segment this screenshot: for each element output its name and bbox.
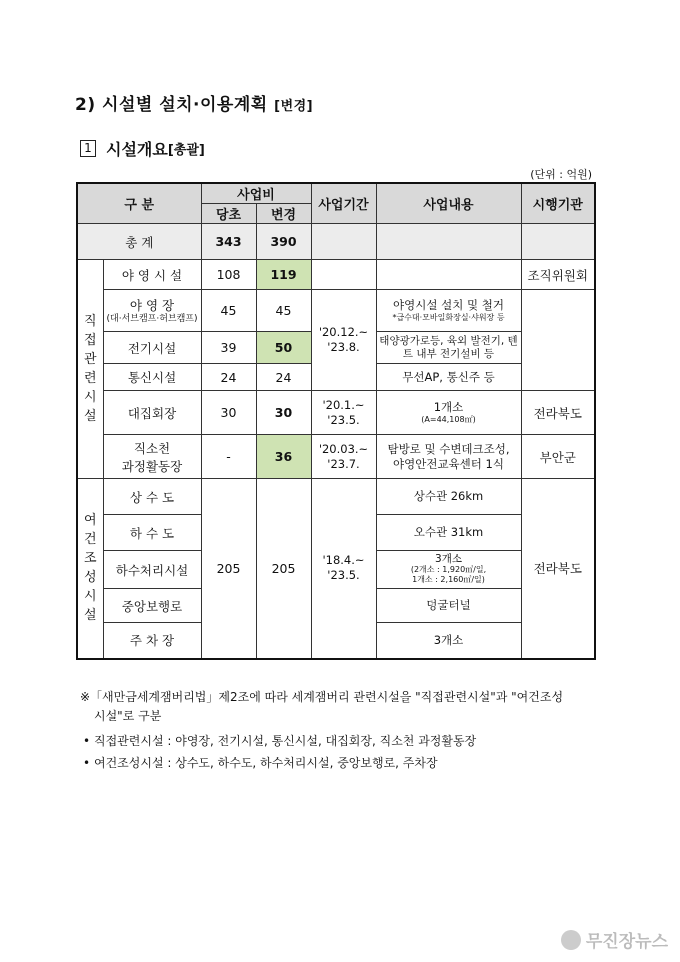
- row-content: 3개소 (2개소 : 1,920㎥/일, 1개소 : 2,160㎥/일): [376, 551, 521, 589]
- watermark-text: 무진장뉴스: [585, 932, 668, 952]
- row-content: 무선AP, 통신주 등: [376, 364, 521, 391]
- row-content: [376, 260, 521, 290]
- row-name: 야 영 시 설: [103, 260, 201, 290]
- group2-original: 205: [201, 479, 256, 659]
- row-original: 45: [201, 290, 256, 332]
- list-item: • 직접관련시설 : 야영장, 전기시설, 통신시설, 대집회장, 직소천 과정활동장: [80, 732, 620, 751]
- header-content: 사업내용: [376, 183, 521, 224]
- row-name: 대집회장: [103, 391, 201, 435]
- row-name: 전기시설: [103, 332, 201, 364]
- header-agency: 시행기관: [521, 183, 595, 224]
- watermark: [561, 927, 668, 952]
- row-changed: 30: [256, 391, 311, 435]
- row-period: '20.03.~ '23.7.: [311, 435, 376, 479]
- row-agency: 조직위원회: [521, 260, 595, 290]
- table-row: [77, 391, 595, 435]
- row-name: 하 수 도: [103, 515, 201, 551]
- notes-section: [80, 688, 620, 776]
- row-content: 오수관 31km: [376, 515, 521, 551]
- list-item: • 여건조성시설 : 상수도, 하수도, 하수처리시설, 중앙보행로, 주차장: [80, 754, 620, 773]
- section-heading-text: 2) 시설별 설치·이용계획: [75, 95, 268, 115]
- row-changed: 36: [256, 435, 311, 479]
- subsection-heading-bracket: [총괄]: [167, 143, 205, 158]
- row-content: 덩굴터널: [376, 589, 521, 623]
- row-period: [311, 260, 376, 290]
- group-label-direct: 직 접 관 련 시 설: [77, 260, 103, 479]
- row-content: 탐방로 및 수변데크조성, 야영안전교육센터 1식: [376, 435, 521, 479]
- total-original: 343: [201, 224, 256, 260]
- section-heading-bracket: [변경]: [274, 99, 314, 114]
- row-content: 3개소: [376, 623, 521, 659]
- row-changed: 50: [256, 332, 311, 364]
- total-label: 총 계: [77, 224, 201, 260]
- header-budget: 사업비: [201, 183, 311, 204]
- row-original: 108: [201, 260, 256, 290]
- table-row: [77, 479, 595, 515]
- section-heading: [75, 90, 313, 115]
- row-period: '20.1.~ '23.5.: [311, 391, 376, 435]
- row-content: 태양광가로등, 육외 발전기, 텐트 내부 전기설비 등: [376, 332, 521, 364]
- row-changed: 24: [256, 364, 311, 391]
- row-period-shared: '20.12.~ '23.8.: [311, 290, 376, 391]
- row-agency: 부안군: [521, 435, 595, 479]
- watermark-logo-icon: [561, 930, 581, 950]
- row-content: 1개소 (A=44,108㎡): [376, 391, 521, 435]
- subsection-heading: [80, 137, 205, 160]
- boxed-number: 1: [80, 140, 96, 157]
- row-name: 통신시설: [103, 364, 201, 391]
- note-bullet-list: [80, 732, 620, 773]
- total-period: [311, 224, 376, 260]
- note-main-line1: ※「새만금세계잼버리법」제2조에 따라 세계잼버리 관련시설을 "직접관련시설"과 "여건조성: [80, 690, 564, 704]
- row-original: 24: [201, 364, 256, 391]
- row-original: -: [201, 435, 256, 479]
- header-changed: 변경: [256, 204, 311, 224]
- unit-label: (단위 : 억원): [530, 168, 592, 181]
- row-content: 상수관 26km: [376, 479, 521, 515]
- subsection-heading-text: 시설개요: [106, 140, 168, 159]
- row-changed: 45: [256, 290, 311, 332]
- row-name: 직소천 과정활동장: [103, 435, 201, 479]
- row-agency: [521, 290, 595, 391]
- row-original: 30: [201, 391, 256, 435]
- facility-overview-table: [76, 182, 596, 660]
- row-changed: 119: [256, 260, 311, 290]
- row-name: 상 수 도: [103, 479, 201, 515]
- table-row: [77, 435, 595, 479]
- header-category: 구 분: [77, 183, 201, 224]
- row-content: 야영시설 설치 및 철거 *급수대·모바일화장실·샤워장 등: [376, 290, 521, 332]
- total-row: [77, 224, 595, 260]
- group2-agency: 전라북도: [521, 479, 595, 659]
- total-changed: 390: [256, 224, 311, 260]
- row-name: 중앙보행로: [103, 589, 201, 623]
- header-period: 사업기간: [311, 183, 376, 224]
- table-row: [77, 290, 595, 332]
- total-content: [376, 224, 521, 260]
- total-agency: [521, 224, 595, 260]
- row-name: 주 차 장: [103, 623, 201, 659]
- group2-period: '18.4.~ '23.5.: [311, 479, 376, 659]
- table-row: [77, 260, 595, 290]
- row-original: 39: [201, 332, 256, 364]
- row-name: 하수처리시설: [103, 551, 201, 589]
- header-original: 당초: [201, 204, 256, 224]
- note-main-line2: 시설"로 구분: [94, 709, 162, 723]
- row-agency: 전라북도: [521, 391, 595, 435]
- group-label-enabling: 여 건 조 성 시 설: [77, 479, 103, 659]
- group2-changed: 205: [256, 479, 311, 659]
- row-name: 야 영 장 (대·서브캠프·허브캠프): [103, 290, 201, 332]
